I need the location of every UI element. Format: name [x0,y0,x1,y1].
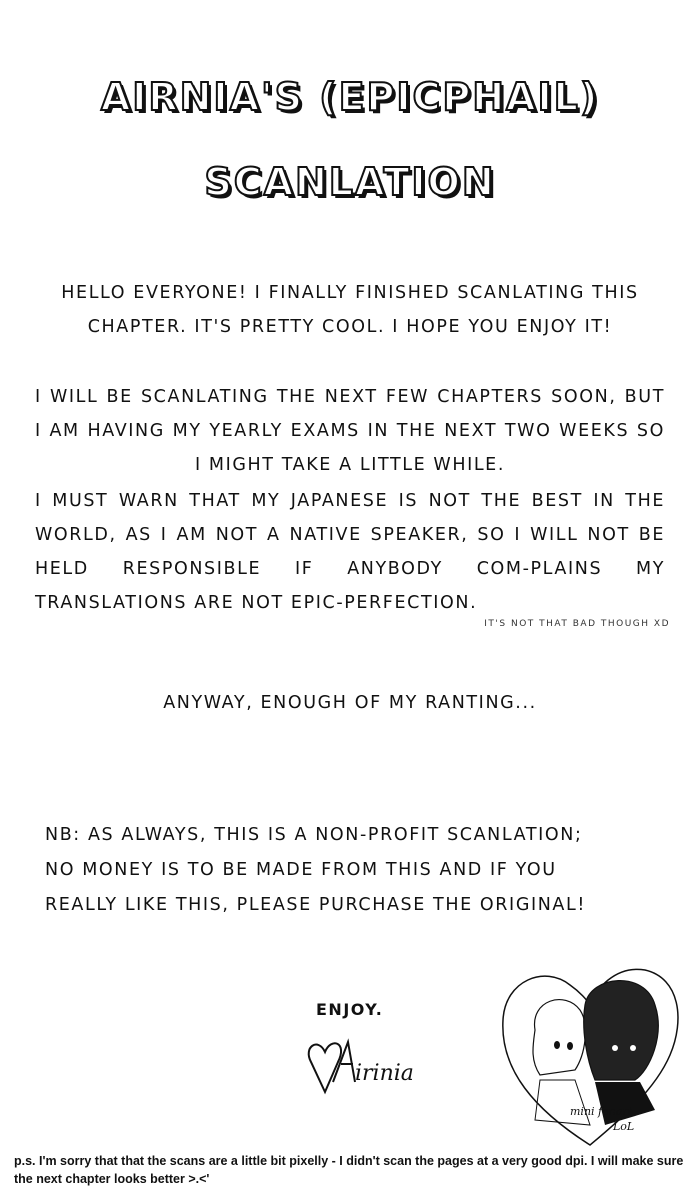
signature-text: irinia [355,1061,414,1086]
signature-image [303,1022,443,1097]
ps-note: p.s. I'm sorry that that the scans are a little bit pixelly - I didn't scan the pages at a very good dpi. I will make sure the next chapter looks better >.<' [14,1154,684,1186]
nb-paragraph: NB: AS ALWAYS, THIS IS A NON-PROFIT SCANLATION; NO MONEY IS TO BE MADE FROM THIS AND IF YOU REALLY LIKE THIS, PLEASE PURCHASE THE ORIGINAL! [45,825,586,915]
fanart-image [495,960,685,1150]
anyway-line: ANYWAY, ENOUGH OF MY RANTING... [163,693,537,713]
intro-paragraph: HELLO EVERYONE! I FINALLY FINISHED SCANLATING THIS CHAPTER. IT'S PRETTY COOL. I HOPE YOU ENJOY IT! [61,283,639,337]
aside-note: IT'S NOT THAT BAD THOUGH XD [484,619,670,629]
title-line-1: AIRNIA'S (EPICPHAIL) [100,75,600,119]
warning-paragraph: I MUST WARN THAT MY JAPANESE IS NOT THE BEST IN THE WORLD, AS I AM NOT A NATIVE SPEAKER, SO I WILL NOT BE HELD RESPONSIBLE IF ANYBODY COM-PLAINS MY TRANSLATIONS ARE NOT EPIC-PERFECTION. [35,491,665,613]
fanart-caption-line1: mini fanart [570,1105,632,1118]
schedule-paragraph: I WILL BE SCANLATING THE NEXT FEW CHAPTERS SOON, BUT I AM HAVING MY YEARLY EXAMS IN THE NEXT TWO WEEKS SO I MIGHT TAKE A LITTLE WHILE. [35,387,665,475]
title-line-2: SCANLATION [204,160,496,204]
enjoy-text: ENJOY. [316,1000,384,1019]
fanart-caption-line2: LoL [613,1120,635,1133]
